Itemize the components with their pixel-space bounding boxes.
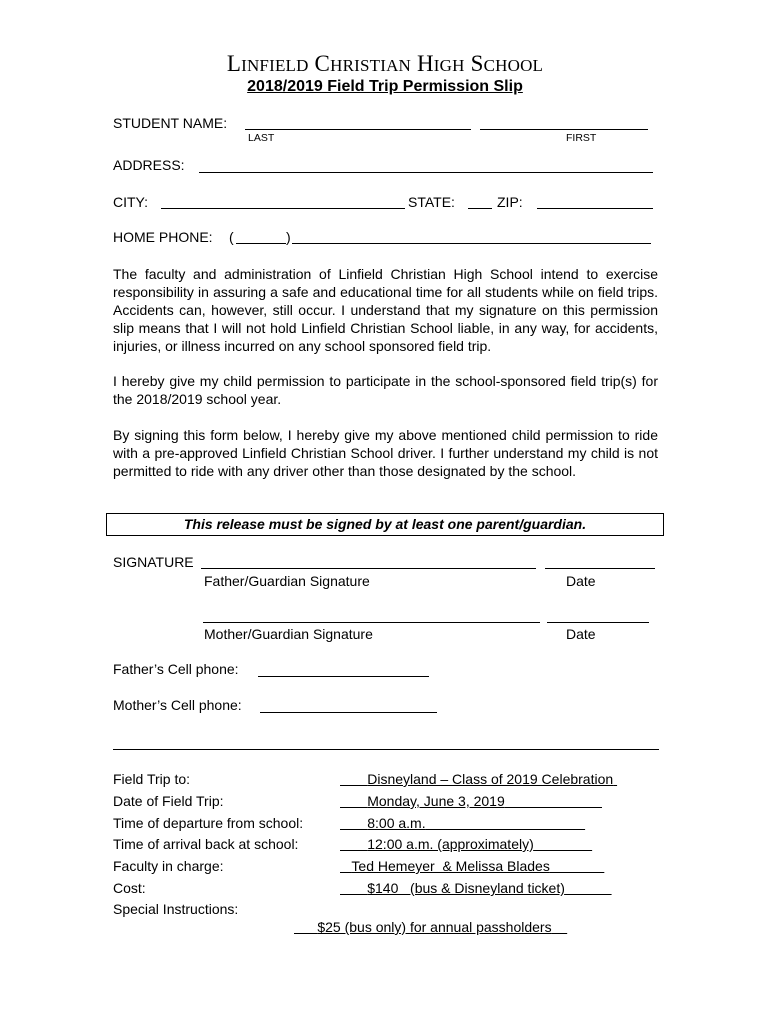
phone-open-paren: ( — [229, 229, 234, 245]
address-label: ADDRESS: — [113, 157, 185, 173]
trip-destination-value: Disneyland – Class of 2019 Celebration — [367, 771, 614, 787]
zip-label: ZIP: — [497, 194, 523, 210]
father-date-line[interactable] — [545, 568, 655, 569]
trip-destination-label: Field Trip to: — [113, 771, 191, 787]
last-name-field[interactable] — [245, 129, 471, 130]
state-field[interactable] — [468, 208, 492, 209]
zip-field[interactable] — [537, 208, 653, 209]
area-code-field[interactable] — [236, 243, 286, 244]
city-field[interactable] — [161, 208, 405, 209]
title-word-4: SCHOOL — [470, 51, 544, 76]
trip-date-value: Monday, June 3, 2019 — [367, 793, 505, 809]
mother-signature-caption: Mother/Guardian Signature — [204, 626, 373, 642]
departure-time-value: 8:00 a.m. — [367, 815, 426, 831]
faculty-value: Ted Hemeyer & Melissa Blades — [351, 858, 550, 874]
school-name — [0, 51, 770, 77]
first-label: FIRST — [566, 132, 597, 144]
form-title: 2018/2019 Field Trip Permission Slip — [247, 78, 523, 95]
home-phone-label: HOME PHONE: — [113, 229, 213, 245]
liability-paragraph: The faculty and administration of Linfield Christian High School intend to exercise responsibility in assuring a safe and educational time for all students while on field trips. Accidents can, however, still occur. I understand that my signature on this permission slip means that I will not hold Linfield Christian School liable, in any way, for accidents, injuries, or illness incurred on any school sponsored field trip. — [113, 266, 658, 354]
cost-value: $140 (bus & Disneyland ticket) — [367, 880, 565, 896]
arrival-time-label: Time of arrival back at school: — [113, 836, 299, 852]
title-word-1: LINFIELD — [226, 51, 309, 76]
mother-cell-field[interactable] — [260, 712, 437, 713]
departure-time-label: Time of departure from school: — [113, 815, 304, 831]
trip-date-label: Date of Field Trip: — [113, 793, 224, 809]
father-signature-caption: Father/Guardian Signature — [204, 573, 370, 589]
mother-cell-label: Mother’s Cell phone: — [113, 697, 242, 713]
mother-date-caption: Date — [566, 626, 596, 642]
signature-label: SIGNATURE — [113, 554, 194, 570]
address-field[interactable] — [199, 172, 653, 173]
last-label: LAST — [248, 132, 275, 144]
home-phone-field[interactable] — [292, 243, 651, 244]
cost-label: Cost: — [113, 880, 146, 896]
father-date-caption: Date — [566, 573, 596, 589]
driver-paragraph: By signing this form below, I hereby give my above mentioned child permission to ride with a pre-approved Linfield Christian School driver. I further understand my child is not permitted to ride with any driver other than those designated by the school. — [113, 427, 658, 479]
student-name-label: STUDENT NAME: — [113, 115, 228, 131]
section-divider — [113, 749, 659, 750]
special-instructions-value: $25 (bus only) for annual passholders — [317, 919, 552, 935]
arrival-time-value: 12:00 a.m. (approximately) — [367, 836, 534, 852]
father-cell-field[interactable] — [258, 676, 429, 677]
permission-paragraph: I hereby give my child permission to participate in the school-sponsored field trip(s) for the 2018/2019 school year. — [113, 373, 658, 407]
father-cell-label: Father’s Cell phone: — [113, 661, 239, 677]
title-word-2: CHRISTIAN — [314, 51, 412, 76]
mother-signature-line[interactable] — [203, 622, 540, 623]
first-name-field[interactable] — [480, 129, 648, 130]
title-word-3: HIGH — [416, 51, 465, 76]
father-signature-line[interactable] — [201, 568, 536, 569]
city-label: CITY: — [113, 194, 149, 210]
faculty-label: Faculty in charge: — [113, 858, 224, 874]
special-instructions-label: Special Instructions: — [113, 901, 239, 917]
release-notice: This release must be signed by at least one parent/guardian. — [106, 513, 664, 536]
mother-date-line[interactable] — [547, 622, 649, 623]
phone-close-paren: ) — [286, 229, 291, 245]
state-label: STATE: — [408, 194, 455, 210]
